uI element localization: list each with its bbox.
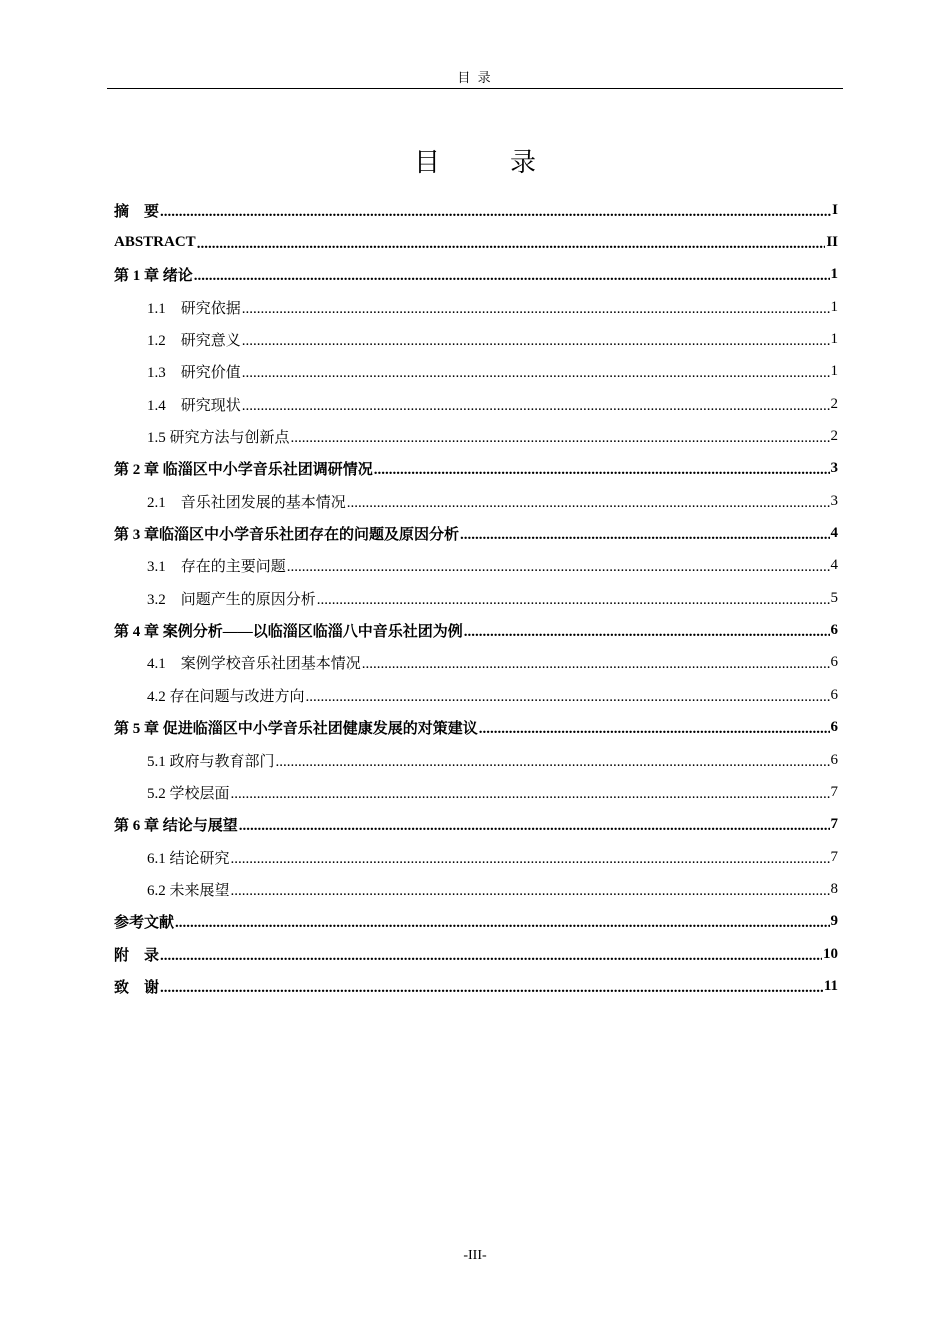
toc-entry-label: 4.2 存在问题与改进方向 bbox=[147, 688, 305, 705]
toc-entry-page-number: 5 bbox=[830, 589, 838, 606]
dot-leader bbox=[242, 366, 830, 381]
toc-entry-section[interactable] bbox=[114, 550, 838, 582]
toc-entry-page-number: 1 bbox=[830, 298, 838, 315]
toc-entry-section[interactable] bbox=[114, 776, 838, 808]
dot-leader bbox=[242, 302, 830, 317]
dot-leader bbox=[291, 431, 830, 446]
toc-entry-label: 第 4 章 案例分析——以临淄区临淄八中音乐社团为例 bbox=[114, 624, 463, 641]
toc-entry-label: 致 谢 bbox=[114, 979, 160, 996]
toc-entry-page-number: 10 bbox=[823, 945, 838, 962]
dot-leader bbox=[231, 884, 830, 899]
table-of-contents bbox=[114, 194, 838, 1003]
toc-entry-page-number: I bbox=[832, 201, 838, 218]
toc-entry-page-number: 6 bbox=[830, 654, 838, 671]
toc-entry-label: 1.3 研究价值 bbox=[147, 365, 241, 382]
toc-entry-page-number: II bbox=[826, 234, 838, 251]
toc-entry-label: 第 2 章 临淄区中小学音乐社团调研情况 bbox=[114, 462, 373, 479]
toc-entry-page-number: 6 bbox=[830, 622, 838, 639]
dot-leader bbox=[374, 463, 830, 478]
toc-title: 目 录 bbox=[413, 148, 558, 177]
running-header: 目 录 bbox=[457, 70, 493, 85]
toc-entry-label: 6.2 未来展望 bbox=[147, 882, 230, 899]
toc-entry-label: 1.1 研究依据 bbox=[147, 300, 241, 317]
toc-entry-page-number: 1 bbox=[830, 331, 838, 348]
dot-leader bbox=[347, 496, 830, 511]
dot-leader bbox=[276, 755, 830, 770]
toc-entry-section[interactable] bbox=[114, 323, 838, 355]
toc-entry-label: 5.2 学校层面 bbox=[147, 785, 230, 802]
toc-entry-chapter[interactable] bbox=[114, 938, 838, 970]
toc-entry-label: 3.2 问题产生的原因分析 bbox=[147, 591, 316, 608]
toc-entry-label: 第 3 章临淄区中小学音乐社团存在的问题及原因分析 bbox=[114, 527, 460, 544]
toc-entry-page-number: 11 bbox=[823, 977, 838, 994]
dot-leader bbox=[479, 722, 830, 737]
toc-entry-page-number: 1 bbox=[830, 363, 838, 380]
toc-entry-page-number: 7 bbox=[830, 848, 838, 865]
toc-entry-chapter[interactable] bbox=[114, 809, 838, 841]
toc-entry-label: 1.2 研究意义 bbox=[147, 333, 241, 350]
toc-entry-page-number: 4 bbox=[830, 525, 838, 542]
toc-entry-section[interactable] bbox=[114, 679, 838, 711]
dot-leader bbox=[306, 690, 830, 705]
toc-entry-chapter[interactable] bbox=[114, 226, 838, 258]
toc-entry-section[interactable] bbox=[114, 873, 838, 905]
dot-leader bbox=[197, 237, 826, 252]
toc-entry-page-number: 8 bbox=[830, 880, 838, 897]
toc-entry-section[interactable] bbox=[114, 485, 838, 517]
toc-entry-page-number: 6 bbox=[830, 719, 838, 736]
dot-leader bbox=[317, 593, 830, 608]
toc-entry-page-number: 3 bbox=[830, 492, 838, 509]
toc-entry-label: 参考文献 bbox=[114, 915, 175, 932]
toc-entry-section[interactable] bbox=[114, 291, 838, 323]
toc-entry-label: 附 录 bbox=[114, 947, 160, 964]
toc-entry-page-number: 6 bbox=[830, 686, 838, 703]
dot-leader bbox=[239, 819, 830, 834]
dot-leader bbox=[160, 205, 831, 220]
toc-entry-label: 3.1 存在的主要问题 bbox=[147, 559, 286, 576]
dot-leader bbox=[460, 528, 829, 543]
toc-entry-label: 1.5 研究方法与创新点 bbox=[147, 430, 290, 447]
toc-entry-label: ABSTRACT bbox=[114, 234, 196, 251]
dot-leader bbox=[175, 916, 829, 931]
toc-entry-label: 6.1 结论研究 bbox=[147, 850, 230, 867]
toc-entry-section[interactable] bbox=[114, 388, 838, 420]
dot-leader bbox=[242, 399, 830, 414]
toc-entry-page-number: 7 bbox=[830, 783, 838, 800]
dot-leader bbox=[287, 560, 830, 575]
dot-leader bbox=[242, 334, 830, 349]
toc-entry-label: 1.4 研究现状 bbox=[147, 397, 241, 414]
dot-leader bbox=[231, 852, 830, 867]
toc-entry-chapter[interactable] bbox=[114, 194, 838, 226]
toc-entry-label: 第 1 章 绪论 bbox=[114, 268, 193, 285]
toc-entry-chapter[interactable] bbox=[114, 712, 838, 744]
toc-entry-chapter[interactable] bbox=[114, 614, 838, 646]
toc-entry-chapter[interactable] bbox=[114, 970, 838, 1002]
dot-leader bbox=[464, 625, 830, 640]
toc-entry-label: 5.1 政府与教育部门 bbox=[147, 753, 275, 770]
toc-entry-chapter[interactable] bbox=[114, 517, 838, 549]
page-number: -III- bbox=[463, 1248, 487, 1263]
toc-entry-label: 4.1 案例学校音乐社团基本情况 bbox=[147, 656, 361, 673]
toc-entry-section[interactable] bbox=[114, 420, 838, 452]
toc-entry-section[interactable] bbox=[114, 744, 838, 776]
toc-entry-page-number: 6 bbox=[830, 751, 838, 768]
toc-entry-section[interactable] bbox=[114, 647, 838, 679]
dot-leader bbox=[362, 657, 830, 672]
toc-entry-section[interactable] bbox=[114, 841, 838, 873]
toc-entry-chapter[interactable] bbox=[114, 453, 838, 485]
dot-leader bbox=[160, 949, 822, 964]
toc-entry-page-number: 3 bbox=[830, 460, 838, 477]
toc-entry-chapter[interactable] bbox=[114, 259, 838, 291]
dot-leader bbox=[231, 787, 830, 802]
toc-entry-chapter[interactable] bbox=[114, 906, 838, 938]
toc-entry-label: 2.1 音乐社团发展的基本情况 bbox=[147, 494, 346, 511]
toc-entry-label: 第 5 章 促进临淄区中小学音乐社团健康发展的对策建议 bbox=[114, 721, 478, 738]
toc-entry-page-number: 4 bbox=[830, 557, 838, 574]
toc-entry-page-number: 2 bbox=[830, 428, 838, 445]
toc-entry-label: 摘 要 bbox=[114, 203, 160, 220]
toc-entry-label: 第 6 章 结论与展望 bbox=[114, 818, 238, 835]
toc-entry-section[interactable] bbox=[114, 582, 838, 614]
dot-leader bbox=[194, 269, 830, 284]
toc-entry-section[interactable] bbox=[114, 356, 838, 388]
toc-entry-page-number: 9 bbox=[830, 913, 838, 930]
toc-entry-page-number: 2 bbox=[830, 395, 838, 412]
toc-entry-page-number: 7 bbox=[830, 816, 838, 833]
header-rule bbox=[107, 88, 843, 89]
dot-leader bbox=[160, 981, 823, 996]
toc-entry-page-number: 1 bbox=[830, 266, 838, 283]
